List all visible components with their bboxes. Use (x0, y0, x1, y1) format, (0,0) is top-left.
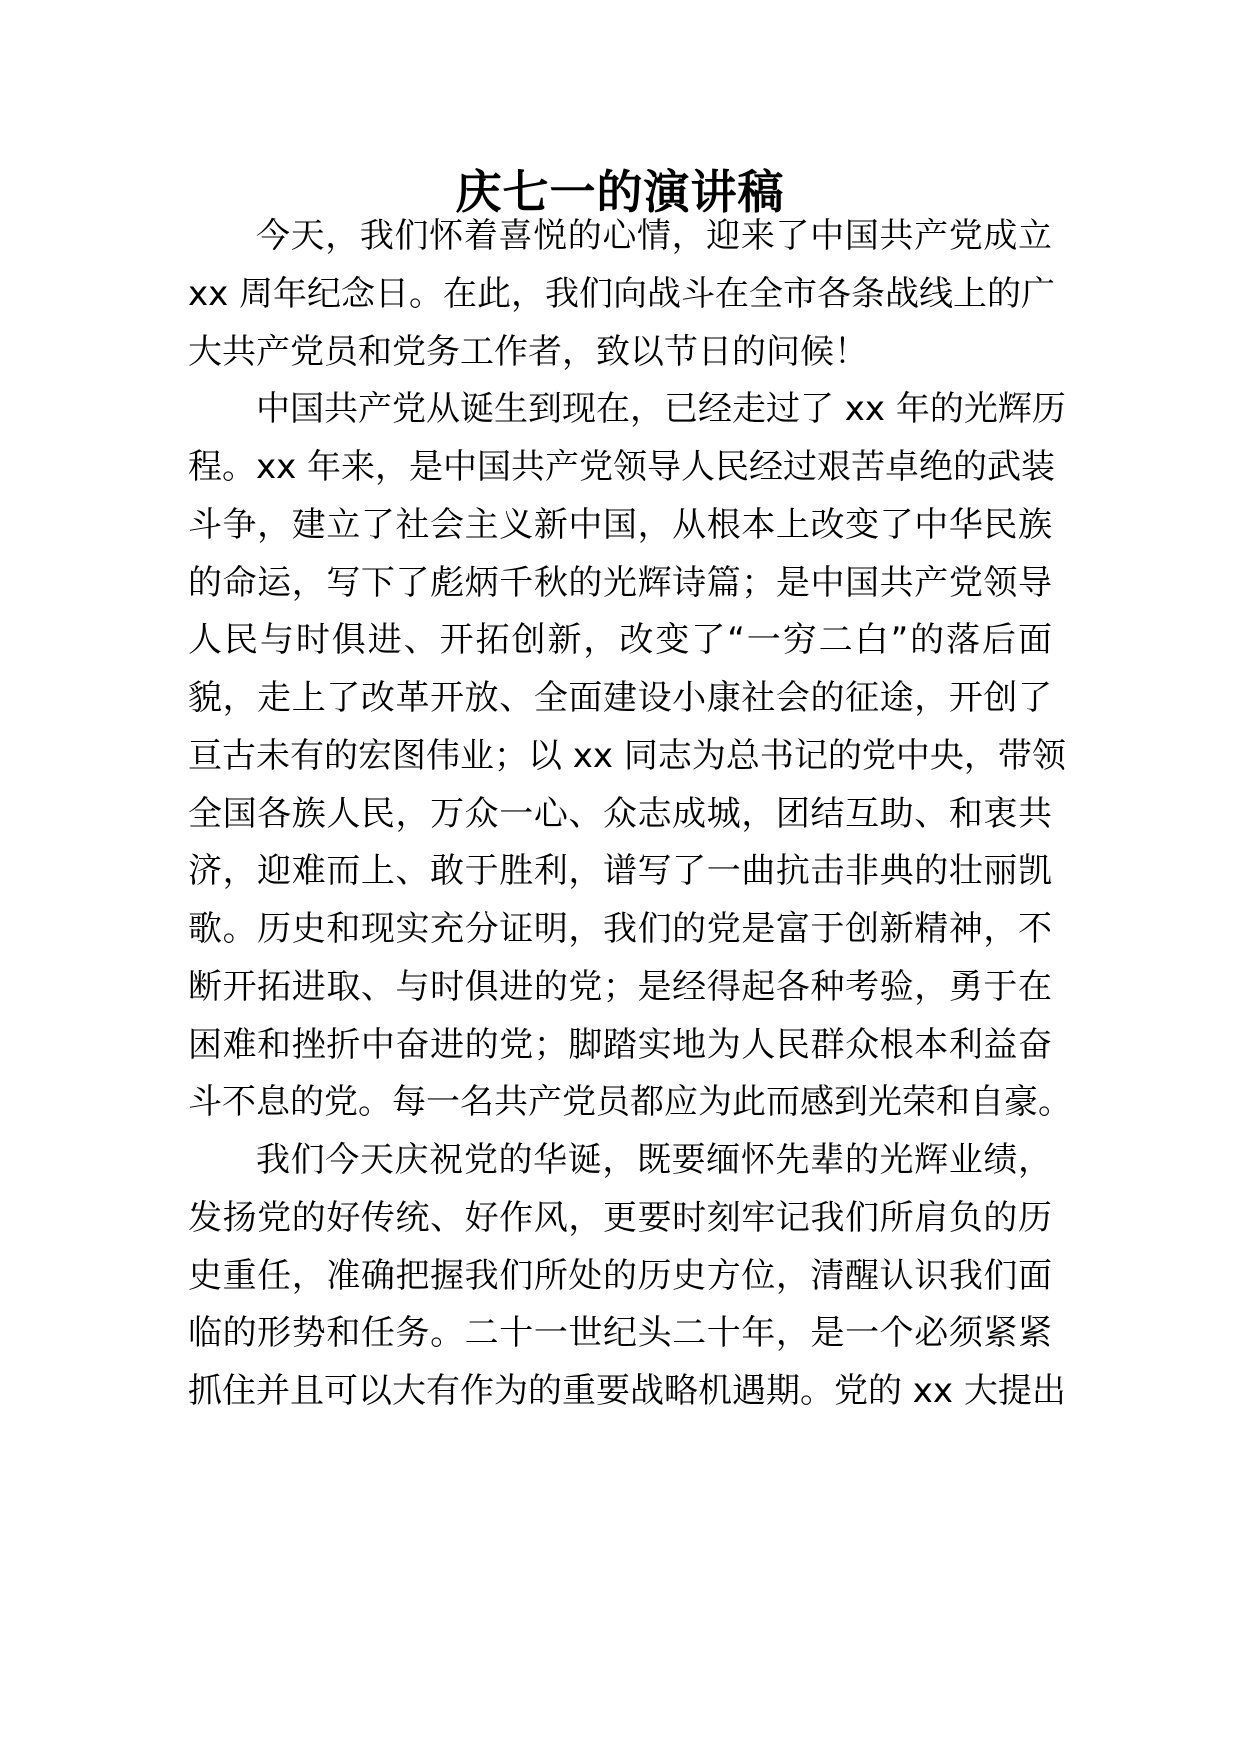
body-line: 程。xx 年来，是中国共产党领导人民经过艰苦卓绝的武装 (188, 447, 1056, 487)
body-line: 的命运，写下了彪炳千秋的光辉诗篇；是中国共产党领导 (188, 563, 1052, 603)
body-line: 中国共产党从诞生到现在，已经走过了 xx 年的光辉历 (256, 389, 1066, 429)
body-line: 大共产党员和党务工作者，致以节日的问候！ (188, 332, 868, 372)
body-line: 断开拓进取、与时俱进的党；是经得起各种考验，勇于在 (188, 967, 1052, 1007)
body-line: 临的形势和任务。二十一世纪头二十年，是一个必须紧紧 (188, 1313, 1052, 1353)
body-line: 济，迎难而上、敢于胜利，谱写了一曲抗击非典的壮丽凯 (188, 851, 1052, 891)
body-line: 人民与时俱进、开拓创新，改变了“一穷二白”的落后面 (188, 620, 1052, 660)
body-line: xx 周年纪念日。在此，我们向战斗在全市各条战线上的广 (188, 274, 1056, 314)
body-line: 斗不息的党。每一名共产党员都应为此而感到光荣和自豪。 (188, 1082, 1072, 1122)
body-line: 全国各族人民，万众一心、众志成城，团结互助、和衷共 (188, 794, 1052, 834)
body-line: 发扬党的好传统、好作风，更要时刻牢记我们所肩负的历 (188, 1198, 1052, 1238)
body-line: 我们今天庆祝党的华诞，既要缅怀先辈的光辉业绩， (256, 1140, 1052, 1180)
body-line: 歌。历史和现实充分证明，我们的党是富于创新精神，不 (188, 909, 1052, 949)
body-line: 困难和挫折中奋进的党；脚踏实地为人民群众根本利益奋 (188, 1025, 1052, 1065)
body-line: 今天，我们怀着喜悦的心情，迎来了中国共产党成立 (256, 216, 1052, 256)
body-line: 史重任，准确把握我们所处的历史方位，清醒认识我们面 (188, 1256, 1052, 1296)
body-line: 亘古未有的宏图伟业；以 xx 同志为总书记的党中央，带领 (188, 736, 1066, 776)
document-title: 庆七一的演讲稿 (455, 165, 785, 219)
body-line: 抓住并且可以大有作为的重要战略机遇期。党的 xx 大提出 (188, 1371, 1066, 1411)
body-line: 貌，走上了改革开放、全面建设小康社会的征途，开创了 (188, 678, 1052, 718)
body-line: 斗争，建立了社会主义新中国，从根本上改变了中华民族 (188, 505, 1052, 545)
